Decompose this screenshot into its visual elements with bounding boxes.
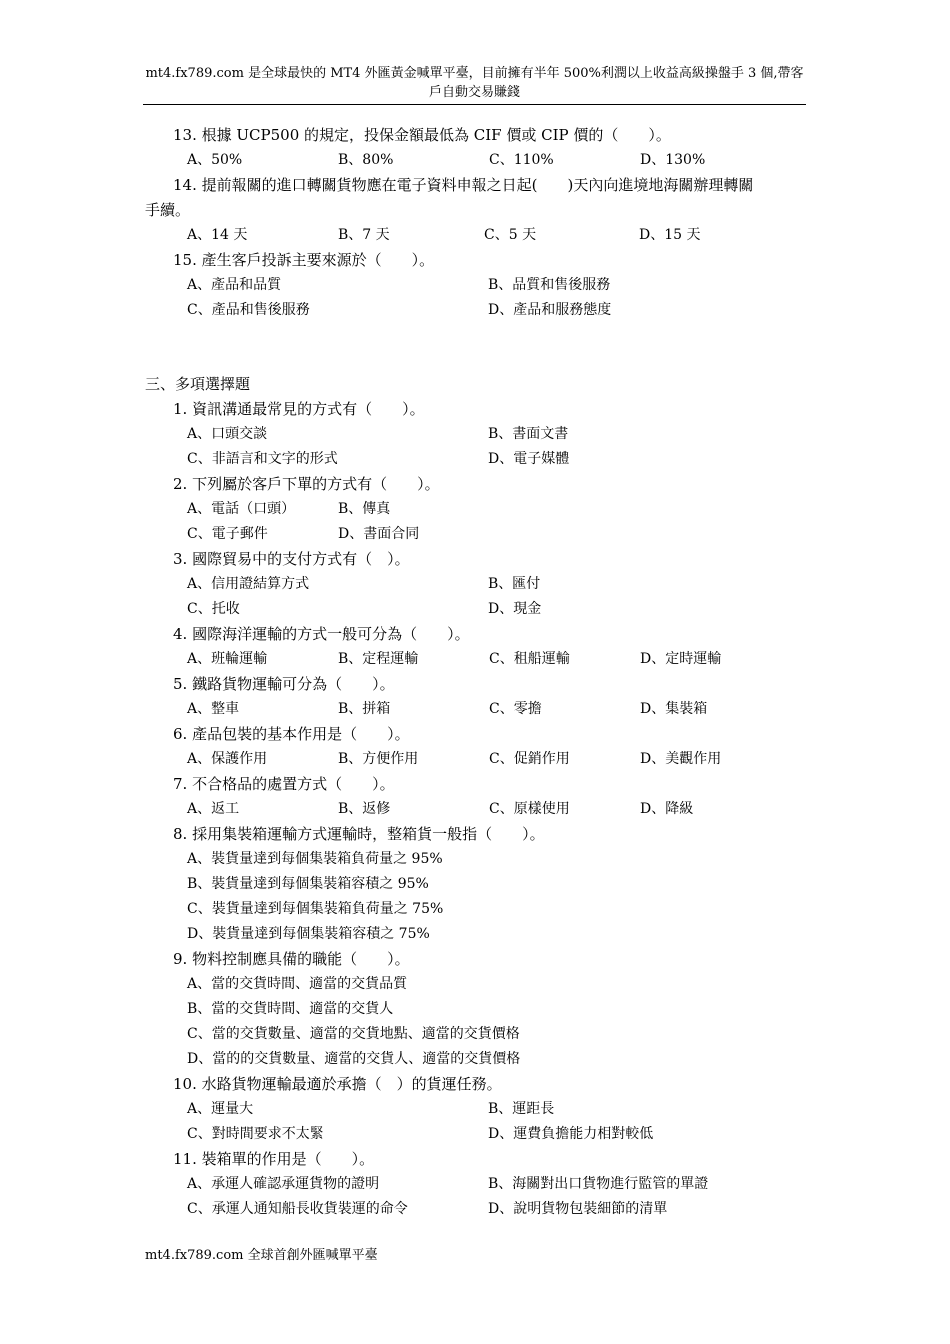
mc-question-2-options-row1 <box>145 497 815 522</box>
mc-question-10-options-row2 <box>145 1122 815 1147</box>
option-b: B、裝貨量達到每個集裝箱容積之 95% <box>187 876 429 892</box>
option-a: A、14 天 <box>187 227 248 243</box>
option-c: C、電子郵件 <box>187 526 268 542</box>
option-a: A、裝貨量達到每個集裝箱負荷量之 95% <box>187 851 443 867</box>
mc-question-3: 3. 國際貿易中的支付方式有（ ）。 <box>173 550 410 568</box>
option-c: C、5 天 <box>484 227 537 243</box>
question-15: 15. 產生客戶投訴主要來源於（ ）。 <box>173 251 435 269</box>
mc-question-3-options-row2 <box>145 597 815 622</box>
option-d: D、現金 <box>488 601 542 617</box>
option-c: C、租船運輸 <box>489 651 570 667</box>
option-c: C、對時間要求不太緊 <box>187 1126 324 1142</box>
mc-question-1-options-row1 <box>145 422 815 447</box>
mc-question-7: 7. 不合格品的處置方式（ ）。 <box>173 775 395 793</box>
option-a: A、電話（口頭） <box>187 501 296 517</box>
option-b: B、定程運輸 <box>338 651 419 667</box>
option-d: D、130% <box>640 152 706 168</box>
option-b: B、匯付 <box>488 576 541 592</box>
option-a: A、保護作用 <box>187 751 268 767</box>
mc-question-10-options-row1 <box>145 1097 815 1122</box>
option-a: A、運量大 <box>187 1101 254 1117</box>
section-title: 三、多項選擇題 <box>145 375 251 393</box>
option-c: C、零擔 <box>489 701 542 717</box>
document-body <box>145 123 815 1222</box>
question-14-continuation: 手續。 <box>145 201 191 219</box>
option-d: D、15 天 <box>639 227 701 243</box>
mc-question-11-options-row1 <box>145 1172 815 1197</box>
mc-question-10: 10. 水路貨物運輸最適於承擔（ ）的貨運任務。 <box>173 1075 502 1093</box>
option-c: C、原樣使用 <box>489 801 570 817</box>
option-d: D、降級 <box>640 801 694 817</box>
mc-question-1: 1. 資訊溝通最常見的方式有（ ）。 <box>173 400 425 418</box>
mc-question-9-option-c-row <box>145 1022 815 1047</box>
mc-question-7-options <box>145 797 815 822</box>
option-d: D、產品和服務態度 <box>488 302 612 318</box>
option-b: B、80% <box>338 152 394 168</box>
option-b: B、品質和售後服務 <box>488 277 611 293</box>
option-b: B、返修 <box>338 801 391 817</box>
question-15-options-row1 <box>145 273 815 298</box>
mc-question-2: 2. 下列屬於客戶下單的方式有（ ）。 <box>173 475 440 493</box>
option-c: C、110% <box>489 152 554 168</box>
option-c: C、裝貨量達到每個集裝箱負荷量之 75% <box>187 901 444 917</box>
option-b: B、7 天 <box>338 227 390 243</box>
option-b: B、書面文書 <box>488 426 569 442</box>
option-b: B、海關對出口貨物進行監管的單證 <box>488 1176 709 1192</box>
option-b: B、當的交貨時間、適當的交貨人 <box>187 1001 394 1017</box>
option-b: B、方便作用 <box>338 751 419 767</box>
mc-question-5-options <box>145 697 815 722</box>
mc-question-9: 9. 物料控制應具備的職能（ ）。 <box>173 950 410 968</box>
mc-question-8-option-d-row <box>145 922 815 947</box>
mc-question-6: 6. 產品包裝的基本作用是（ ）。 <box>173 725 410 743</box>
mc-question-5: 5. 鐵路貨物運輸可分為（ ）。 <box>173 675 395 693</box>
page-footer: mt4.fx789.com 全球首創外匯喊單平臺 <box>145 1248 378 1263</box>
option-d: D、運費負擔能力相對較低 <box>488 1126 654 1142</box>
mc-question-8-option-c-row <box>145 897 815 922</box>
option-c: C、產品和售後服務 <box>187 302 310 318</box>
mc-question-8-option-b-row <box>145 872 815 897</box>
page-header: mt4.fx789.com 是全球最快的 MT4 外匯黃金喊單平臺，目前擁有半年 500%利潤以上收益高級操盤手 3 個,帶客戶自動交易賺錢 <box>143 64 806 105</box>
mc-question-9-option-b-row <box>145 997 815 1022</box>
option-d: D、當的的交貨數量、適當的交貨人、適當的交貨價格 <box>187 1051 521 1067</box>
option-d: D、裝貨量達到每個集裝箱容積之 75% <box>187 926 430 942</box>
option-a: A、50% <box>187 152 243 168</box>
question-14-options <box>145 223 815 248</box>
question-13-options <box>145 148 815 173</box>
option-c: C、承運人通知船長收貨裝運的命令 <box>187 1201 408 1217</box>
mc-question-1-options-row2 <box>145 447 815 472</box>
option-a: A、返工 <box>187 801 240 817</box>
mc-question-6-options <box>145 747 815 772</box>
option-d: D、書面合同 <box>338 526 420 542</box>
question-13: 13. 根據 UCP500 的規定，投保金額最低為 CIF 價或 CIP 價的（ ）。 <box>173 126 671 144</box>
mc-question-9-option-d-row <box>145 1047 815 1072</box>
option-a: A、信用證結算方式 <box>187 576 310 592</box>
option-a: A、當的交貨時間、適當的交貨品質 <box>187 976 408 992</box>
option-b: B、傳真 <box>338 501 391 517</box>
option-b: B、運距長 <box>488 1101 555 1117</box>
option-b: B、拼箱 <box>338 701 391 717</box>
option-a: A、口頭交談 <box>187 426 268 442</box>
option-c: C、促銷作用 <box>489 751 570 767</box>
option-c: C、非語言和文字的形式 <box>187 451 338 467</box>
mc-question-4-options <box>145 647 815 672</box>
mc-question-11-options-row2 <box>145 1197 815 1222</box>
question-14: 14. 提前報關的進口轉關貨物應在電子資料申報之日起( )天內向進境地海關辦理轉關 <box>173 176 754 194</box>
option-a: A、產品和品質 <box>187 277 282 293</box>
mc-question-4: 4. 國際海洋運輸的方式一般可分為（ ）。 <box>173 625 470 643</box>
option-d: D、集裝箱 <box>640 701 708 717</box>
mc-question-11: 11. 裝箱單的作用是（ ）。 <box>173 1150 375 1168</box>
option-d: D、美觀作用 <box>640 751 722 767</box>
option-a: A、整車 <box>187 701 240 717</box>
mc-question-8-option-a-row <box>145 847 815 872</box>
mc-question-3-options-row1 <box>145 572 815 597</box>
option-c: C、當的交貨數量、適當的交貨地點、適當的交貨價格 <box>187 1026 520 1042</box>
option-d: D、說明貨物包裝細節的清單 <box>488 1201 668 1217</box>
mc-question-2-options-row2 <box>145 522 815 547</box>
option-d: D、電子媒體 <box>488 451 570 467</box>
option-a: A、班輪運輸 <box>187 651 268 667</box>
option-c: C、托收 <box>187 601 240 617</box>
mc-question-8: 8. 採用集裝箱運輸方式運輸時，整箱貨一般指（ ）。 <box>173 825 545 843</box>
question-15-options-row2 <box>145 298 815 323</box>
mc-question-9-option-a-row <box>145 972 815 997</box>
option-a: A、承運人確認承運貨物的證明 <box>187 1176 380 1192</box>
option-d: D、定時運輸 <box>640 651 722 667</box>
